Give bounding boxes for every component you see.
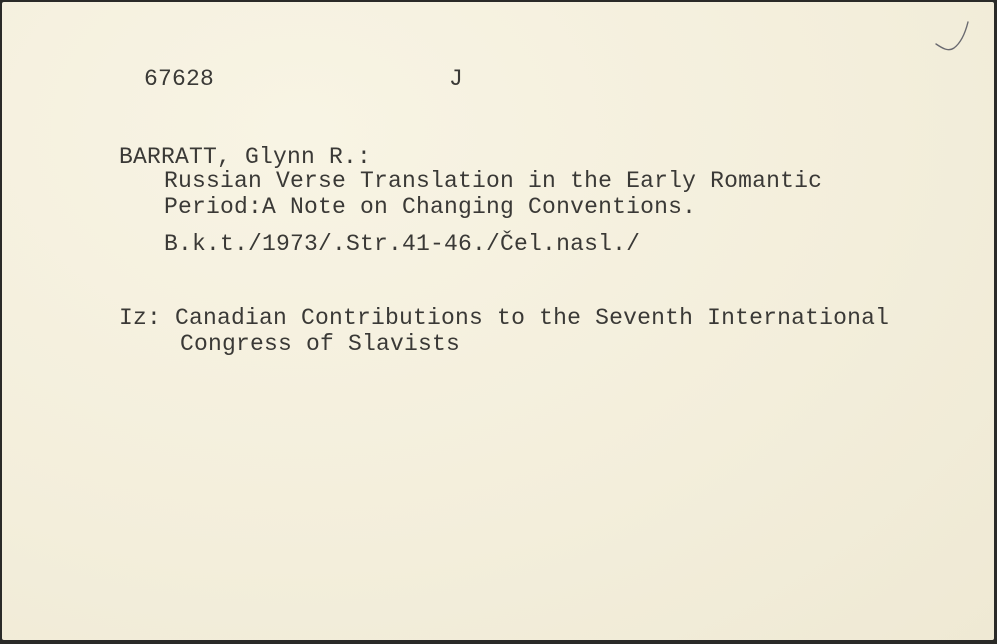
accession-number: 67628 — [144, 66, 215, 92]
catalog-card — [2, 2, 994, 640]
title-line-2: Period:A Note on Changing Conventions. — [164, 194, 697, 220]
title-line-1: Russian Verse Translation in the Early Romantic — [164, 168, 823, 194]
source-line-2: Congress of Slavists — [180, 331, 461, 357]
classification-letter: J — [449, 66, 464, 92]
citation-line: B.k.t./1973/.Str.41-46./Čel.nasl./ — [164, 231, 641, 257]
source-line-1: Iz: Canadian Contributions to the Seventh International — [119, 305, 890, 331]
checkmark-icon — [932, 18, 972, 58]
author-heading: BARRATT, Glynn R.: — [119, 144, 372, 170]
